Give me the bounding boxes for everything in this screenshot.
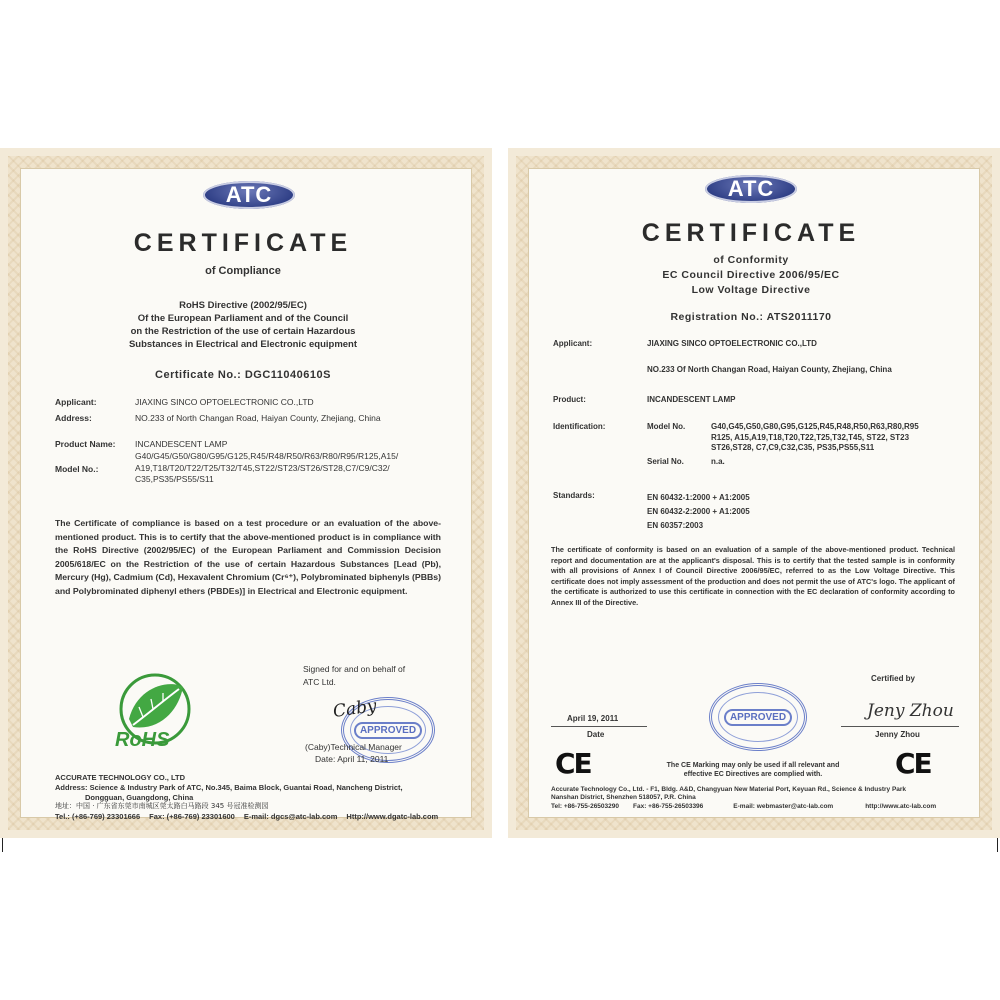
approved-stamp [709,683,807,751]
product-label: Product Name: [55,439,116,449]
model-label: Model No.: [55,464,99,474]
scan-edge-mark [2,838,3,852]
lvd-certificate [508,148,1000,838]
footer-contacts [55,812,455,822]
subtitle-line: Low Voltage Directive [691,284,811,296]
certificate-body: The certificate of conformity is based on an evaluation of a sample of the above-mentioned product. Technical report and documentation are at the applicant's disposal. This is to certify that the tested sample is in conformity with all provisions of Annex I of Council Directive 2006/95/EC, referred to as the Low Voltage Directive. This certificate does not imply assessment of the production and does not permit the use of ATC's logo. The applicant of the certificate is authorized to use this certificate in connection with the EC declaration of conformity according to Annex III of the Directive. [551,545,955,607]
date-line [551,726,647,727]
date-value: April 19, 2011 [567,714,619,723]
standard-item: EN 60432-2:2000 + A1:2005 [647,507,750,516]
stamp-text: APPROVED [354,722,422,739]
registration-number: Registration No.: ATS2011170 [670,311,832,323]
signed-for-text: Signed for and on behalf of [303,664,406,674]
directive-line: RoHS Directive (2002/95/EC) [179,300,307,311]
footer-web: http://www.atc-lab.com [865,802,937,810]
certificate-subtitle: of Compliance [205,265,281,277]
footer [55,773,455,822]
ce-mark-icon: CE [895,747,931,780]
signature: Caby [331,696,378,722]
model-line: C35,PS35/PS55/S11 [135,474,214,484]
certificate-number: Certificate No.: DGC11040610S [155,369,331,381]
directive-block [21,299,465,351]
model-line: R125, A15,A19,T18,T20,T22,T25,T32,T45, ST22, ST23 [711,432,910,442]
footer-email: E-mail: dgcs@atc-lab.com [243,812,338,822]
date-label: Date [587,730,605,739]
product-value: INCANDESCENT LAMP [647,395,736,404]
subtitle-line: EC Council Directive 2006/95/EC [662,269,840,281]
product-value: INCANDESCENT LAMP [135,439,228,449]
directive-line: on the Restriction of the use of certain Hazardous [130,326,356,337]
serial-value: n.a. [711,457,725,466]
address-value: NO.233 of North Changan Road, Haiyan County, Zhejiang, China [135,413,381,423]
product-label: Product: [553,395,586,404]
certificate-body: The Certificate of compliance is based on a test procedure or an evaluation of the above-mentioned product. This is to certify that the above-mentioned product is in compliance with the RoHS Directive (2002/95/EC) of the European Parliament and Commission Decision 2005/618/EC on the Restriction of the use of certain Hazardous Substances [Lead (Pb), Mercury (Hg), Cadmium (Cd), Hexavalent Chromium (Cr⁶⁺), Polybrominated biphenyls (PBBs) and Polybrominated diphenyl ethers (PBDEs)] in Electrical and Electronic equipment. [55,518,441,596]
stamp-text: APPROVED [724,709,792,726]
ce-note-line: effective EC Directives are complied with. [683,771,823,778]
model-line: A19,T18/T20/T22/T25/T32/T45,ST22/ST23/ST26/ST28,C7/C9/C32/ [135,462,390,473]
signatory-date: Date: April 11, 2011 [315,754,389,764]
footer-tel: Tel.: (+86-769) 23301666 [55,812,141,822]
footer-tel: Tel: +86-755-26503290 [551,802,619,810]
certificate-subtitle [529,253,973,298]
footer-contacts [551,803,961,811]
model-line: G40,G45,G50,G80,G95,G125,R45,R48,R50,R63,R80,R95 [711,422,919,431]
certificate-border [8,156,484,830]
model-line: G40/G45/G50/G80/G95/G125,R45/R48/R50/R63/R80/R95/R125,A15/ [135,451,399,461]
certificate-border [516,156,992,830]
footer-email: E-mail: webmaster@atc-lab.com [733,802,834,810]
footer-web: Http://www.dgatc-lab.com [346,812,439,822]
rohs-logo [109,669,201,761]
ce-mark-icon: CE [555,747,591,780]
certificate-title: CERTIFICATE [641,219,861,247]
footer-company: Accurate Technology Co., Ltd. - F1, Bldg. A&D, Changyuan New Material Port, Keyuan Rd., Science & Industry Park [551,786,907,793]
footer-fax: Fax: (+86-769) 23301600 [149,812,235,822]
certificate-paper [528,168,980,818]
standards-label: Standards: [553,491,595,500]
model-list [135,451,398,486]
applicant-value: JIAXING SINCO OPTOELECTRONIC CO.,LTD [135,397,314,407]
serial-label: Serial No. [647,457,684,466]
ce-note [629,761,877,779]
footer-fax: Fax: +86-755-26503396 [633,802,704,810]
signatory-block [305,741,402,765]
stamp-ring [718,692,798,742]
rohs-label: RoHS [115,729,170,751]
ce-note-line: The CE Marking may only be used if all relevant and [666,762,840,769]
certificate-paper [20,168,472,822]
applicant-label: Applicant: [553,339,593,348]
signature-line [841,726,959,727]
subtitle-line: of Conformity [713,254,789,266]
footer-chinese-address: 地址：中国 · 广东省东莞市南城区莞太路白马路段 345 号冠准检测园 [55,802,269,811]
certificate-title: CERTIFICATE [133,229,353,257]
atc-logo: ATC [705,175,797,203]
scan-edge-mark [997,838,998,852]
model-line: ST26,ST28, C7,C9,C32,C35, PS35,PS55,S11 [711,443,875,452]
applicant-label: Applicant: [55,397,97,407]
standard-item: EN 60432-1:2000 + A1:2005 [647,493,750,502]
signatory-name: (Caby)Technical Manager [305,742,402,752]
address-label: Address: [55,413,92,423]
signed-company: ATC Ltd. [303,677,336,687]
certified-by: Certified by [871,674,916,683]
footer-address: Address: Science & Industry Park of ATC, No.345, Baima Block, Guantai Road, Nancheng District, [55,782,403,792]
footer-city: Dongguan, Guangdong, China [85,792,194,802]
applicant-value: JIAXING SINCO OPTOELECTRONIC CO.,LTD [647,339,817,348]
signed-block [303,663,405,689]
signature: Jeny Zhou [867,701,954,721]
footer-address: Nanshan District, Shenzhen 518057, P.R. China [551,794,696,802]
standards-list [647,491,750,533]
directive-line: Substances in Electrical and Electronic equipment [128,339,358,350]
footer [551,786,961,811]
identification-label: Identification: [553,422,606,431]
atc-logo: ATC [203,181,295,209]
rohs-certificate [0,148,492,838]
standard-item: EN 60357:2003 [647,521,704,530]
footer-company: ACCURATE TECHNOLOGY CO., LTD [55,773,185,782]
address-value: NO.233 Of North Changan Road, Haiyan County, Zhejiang, China [647,365,892,374]
model-label: Model No. [647,422,686,431]
model-list [711,422,919,454]
signer-name: Jenny Zhou [875,730,920,739]
directive-line: Of the European Parliament and of the Council [137,313,349,324]
